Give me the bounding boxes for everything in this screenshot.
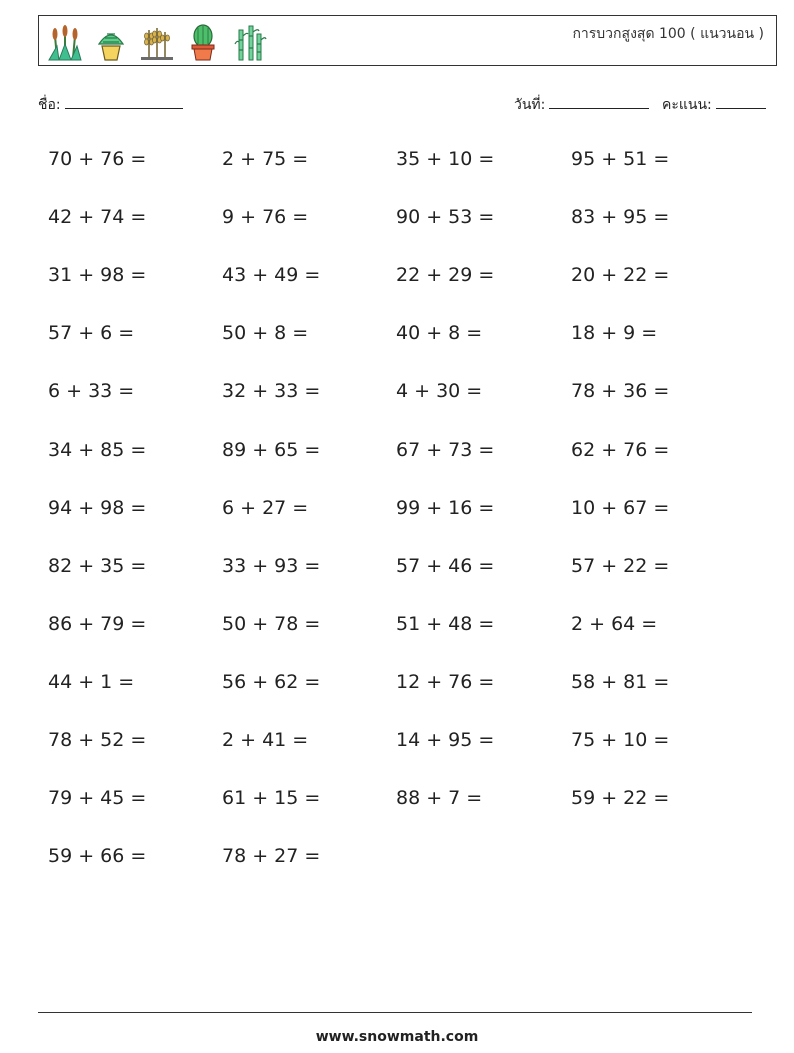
- wheat-icon: [139, 22, 175, 62]
- problem-item: 61 + 15 =: [222, 787, 321, 810]
- problem-item: 6 + 27 =: [222, 496, 309, 519]
- problem-item: 59 + 66 =: [48, 845, 147, 868]
- header-icons: [47, 22, 267, 62]
- problem-item: 70 + 76 =: [48, 148, 147, 170]
- problem-item: 88 + 7 =: [396, 787, 483, 810]
- name-field[interactable]: [38, 94, 183, 116]
- problem-item: 12 + 76 =: [396, 670, 495, 693]
- problem-item: 31 + 98 =: [48, 264, 147, 287]
- footer-site: www.snowmath.com: [315, 1029, 479, 1045]
- problem-item: 89 + 65 =: [222, 438, 321, 461]
- cactus-pot-icon: [185, 22, 221, 62]
- date-label: วันที่:: [514, 97, 546, 113]
- problem-item: 67 + 73 =: [396, 438, 495, 461]
- problem-item: 44 + 1 =: [48, 670, 135, 693]
- footer-divider: [38, 1012, 752, 1013]
- problem-item: 4 + 30 =: [396, 380, 483, 403]
- problem-item: 94 + 98 =: [48, 496, 147, 519]
- problem-item: 57 + 22 =: [571, 554, 670, 577]
- name-label: ชื่อ:: [38, 97, 61, 113]
- problem-item: 95 + 51 =: [571, 148, 670, 170]
- problem-item: 34 + 85 =: [48, 438, 147, 461]
- bamboo-icon: [231, 22, 267, 62]
- problem-item: 78 + 52 =: [48, 729, 147, 751]
- problem-item: 75 + 10 =: [571, 729, 670, 751]
- problem-item: 56 + 62 =: [222, 670, 321, 693]
- problem-item: 51 + 48 =: [396, 612, 495, 635]
- problem-item: 83 + 95 =: [571, 206, 670, 229]
- problem-item: 35 + 10 =: [396, 148, 495, 170]
- problem-item: 58 + 81 =: [571, 670, 670, 693]
- name-line[interactable]: [65, 94, 183, 109]
- problem-item: 50 + 78 =: [222, 612, 321, 635]
- problem-item: 90 + 53 =: [396, 206, 495, 229]
- problem-item: 2 + 41 =: [222, 729, 309, 751]
- problem-item: 40 + 8 =: [396, 322, 483, 345]
- problem-item: 57 + 46 =: [396, 554, 495, 577]
- problem-item: 82 + 35 =: [48, 554, 147, 577]
- problem-item: 14 + 95 =: [396, 729, 495, 751]
- problem-item: 99 + 16 =: [396, 496, 495, 519]
- problem-item: 62 + 76 =: [571, 438, 670, 461]
- problem-item: 50 + 8 =: [222, 322, 309, 345]
- problem-item: 20 + 22 =: [571, 264, 670, 287]
- problem-item: 79 + 45 =: [48, 787, 147, 810]
- problem-item: 57 + 6 =: [48, 322, 135, 345]
- worksheet-title: การบวกสูงสุด 100 ( แนวนอน ): [572, 26, 764, 42]
- problem-item: 2 + 64 =: [571, 612, 658, 635]
- problem-item: 2 + 75 =: [222, 148, 309, 170]
- problem-item: 86 + 79 =: [48, 612, 147, 635]
- cattail-plant-icon: [47, 22, 83, 62]
- problem-item: 59 + 22 =: [571, 787, 670, 810]
- worksheet-header: [38, 15, 777, 66]
- problem-item: 78 + 27 =: [222, 845, 321, 868]
- problem-item: 78 + 36 =: [571, 380, 670, 403]
- score-line[interactable]: [716, 94, 766, 109]
- score-label: คะแนน:: [662, 97, 712, 113]
- potted-plant-icon: [93, 22, 129, 62]
- problem-item: 32 + 33 =: [222, 380, 321, 403]
- problem-item: 42 + 74 =: [48, 206, 147, 229]
- date-line[interactable]: [549, 94, 649, 109]
- score-field[interactable]: [662, 94, 766, 116]
- problem-item: 18 + 9 =: [571, 322, 658, 345]
- problem-item: 9 + 76 =: [222, 206, 309, 229]
- problem-item: 6 + 33 =: [48, 380, 135, 403]
- problem-item: 43 + 49 =: [222, 264, 321, 287]
- date-field[interactable]: [514, 94, 649, 116]
- problem-item: 22 + 29 =: [396, 264, 495, 287]
- problem-item: 10 + 67 =: [571, 496, 670, 519]
- problem-item: 33 + 93 =: [222, 554, 321, 577]
